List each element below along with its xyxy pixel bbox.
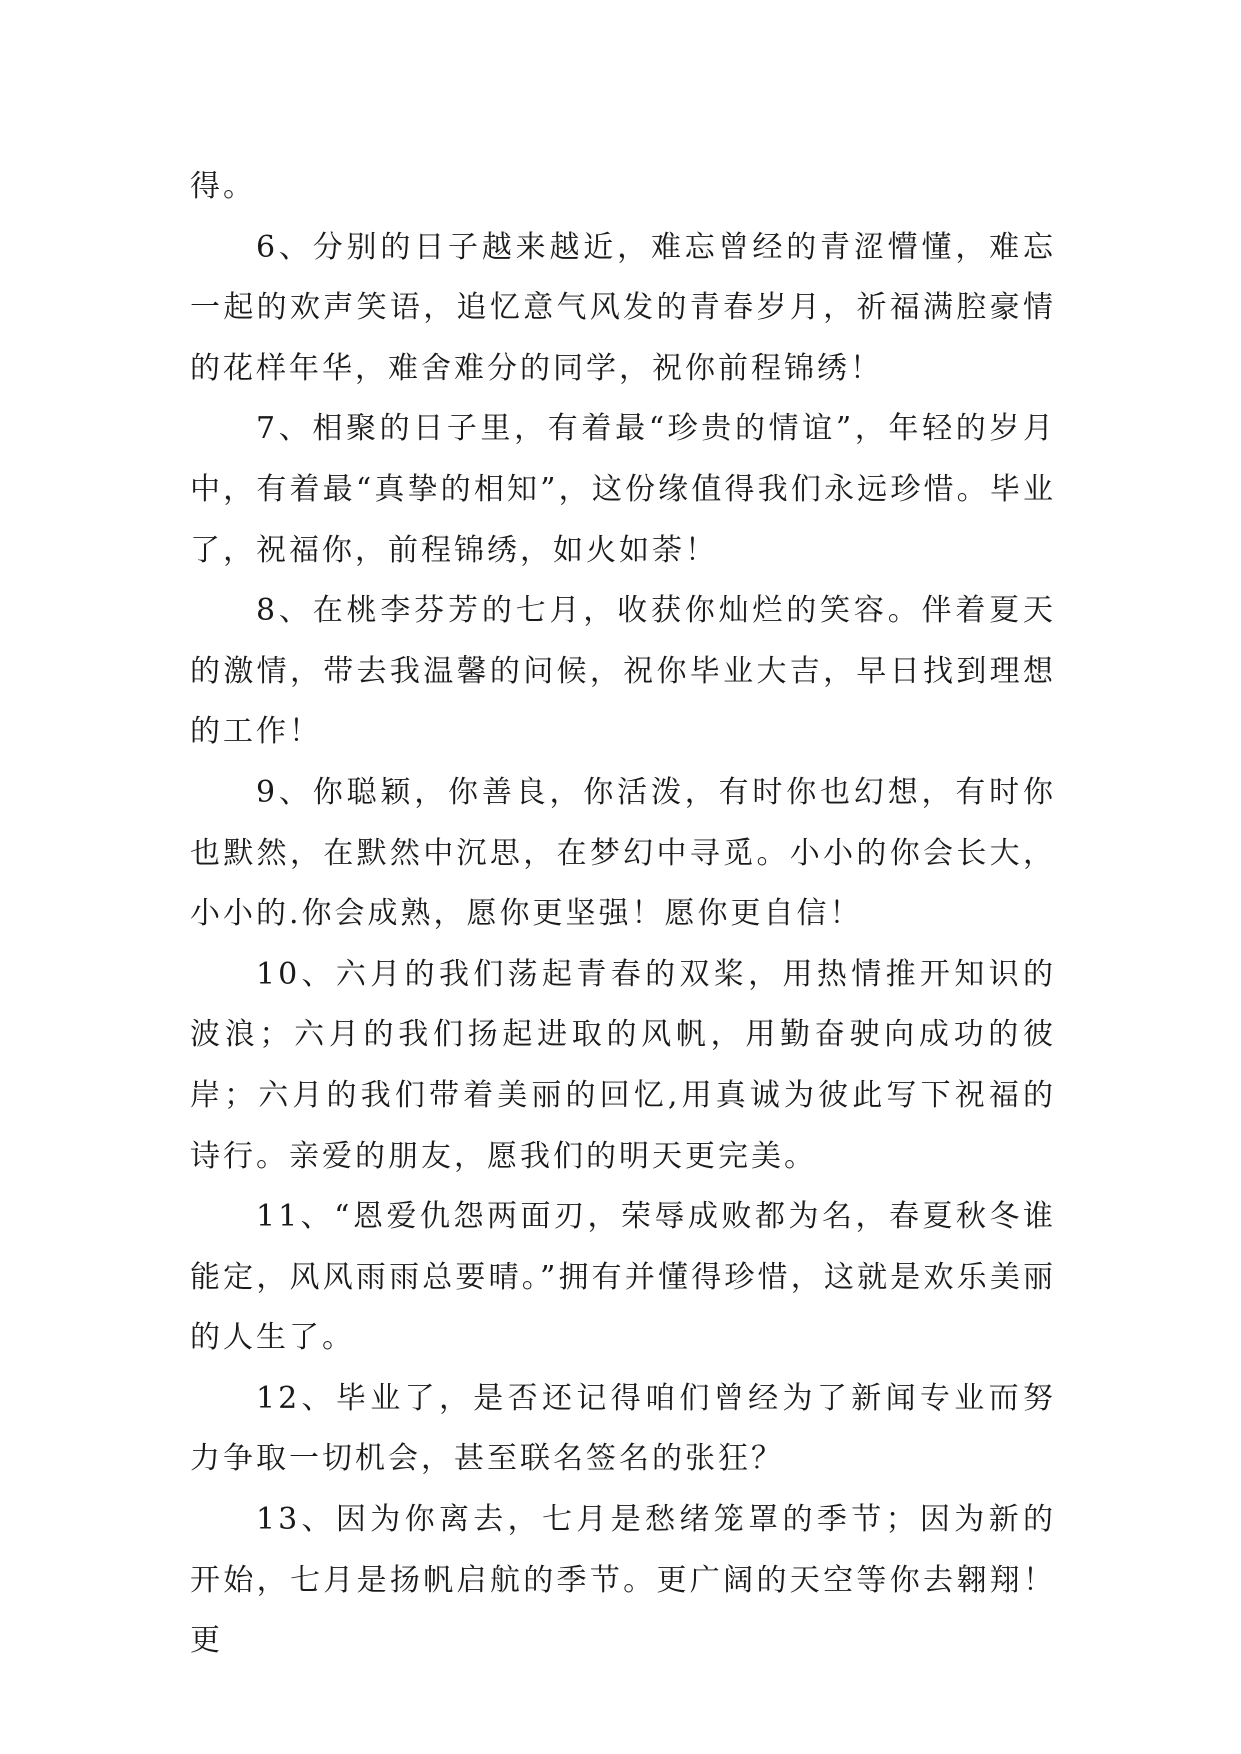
- paragraph-10: 10、六月的我们荡起青春的双桨，用热情推开知识的波浪；六月的我们扬起进取的风帆，用勤奋驶向成功的彼岸；六月的我们带着美丽的回忆,用真诚为彼此写下祝福的诗行。亲爱的朋友，愿我们的明天更完美。: [190, 956, 1056, 1174]
- paragraph-continued: 得。: [190, 169, 256, 204]
- paragraph-11: 11、“恩爱仇怨两面刃，荣辱成败都为名，春夏秋冬谁能定，风风雨雨总要晴。”拥有并懂得珍惜，这就是欢乐美丽的人生了。: [190, 1199, 1056, 1356]
- paragraph-7: 7、相聚的日子里，有着最“珍贵的情谊”，年轻的岁月中，有着最“真挚的相知”，这份缘值得我们永远珍惜。毕业了，祝福你，前程锦绣，如火如荼！: [190, 411, 1056, 568]
- paragraph-13: 13、因为你离去，七月是愁绪笼罩的季节；因为新的开始，七月是扬帆启航的季节。更广阔的天空等你去翱翔！更: [190, 1502, 1056, 1659]
- paragraph-12: 12、毕业了，是否还记得咱们曾经为了新闻专业而努力争取一切机会，甚至联名签名的张狂？: [190, 1380, 1056, 1477]
- paragraph-9: 9、你聪颖，你善良，你活泼，有时你也幻想，有时你也默然，在默然中沉思，在梦幻中寻觅。小小的你会长大，小小的.你会成熟，愿你更坚强！愿你更自信！: [190, 774, 1056, 932]
- paragraph-6: 6、分别的日子越来越近，难忘曾经的青涩懵懂，难忘一起的欢声笑语，追忆意气风发的青春岁月，祈福满腔豪情的花样年华，难舍难分的同学，祝你前程锦绣！: [190, 229, 1056, 386]
- document-body: [190, 157, 1056, 1672]
- paragraph-8: 8、在桃李芬芳的七月，收获你灿烂的笑容。伴着夏天的激情，带去我温馨的问候，祝你毕业大吉，早日找到理想的工作！: [190, 593, 1056, 750]
